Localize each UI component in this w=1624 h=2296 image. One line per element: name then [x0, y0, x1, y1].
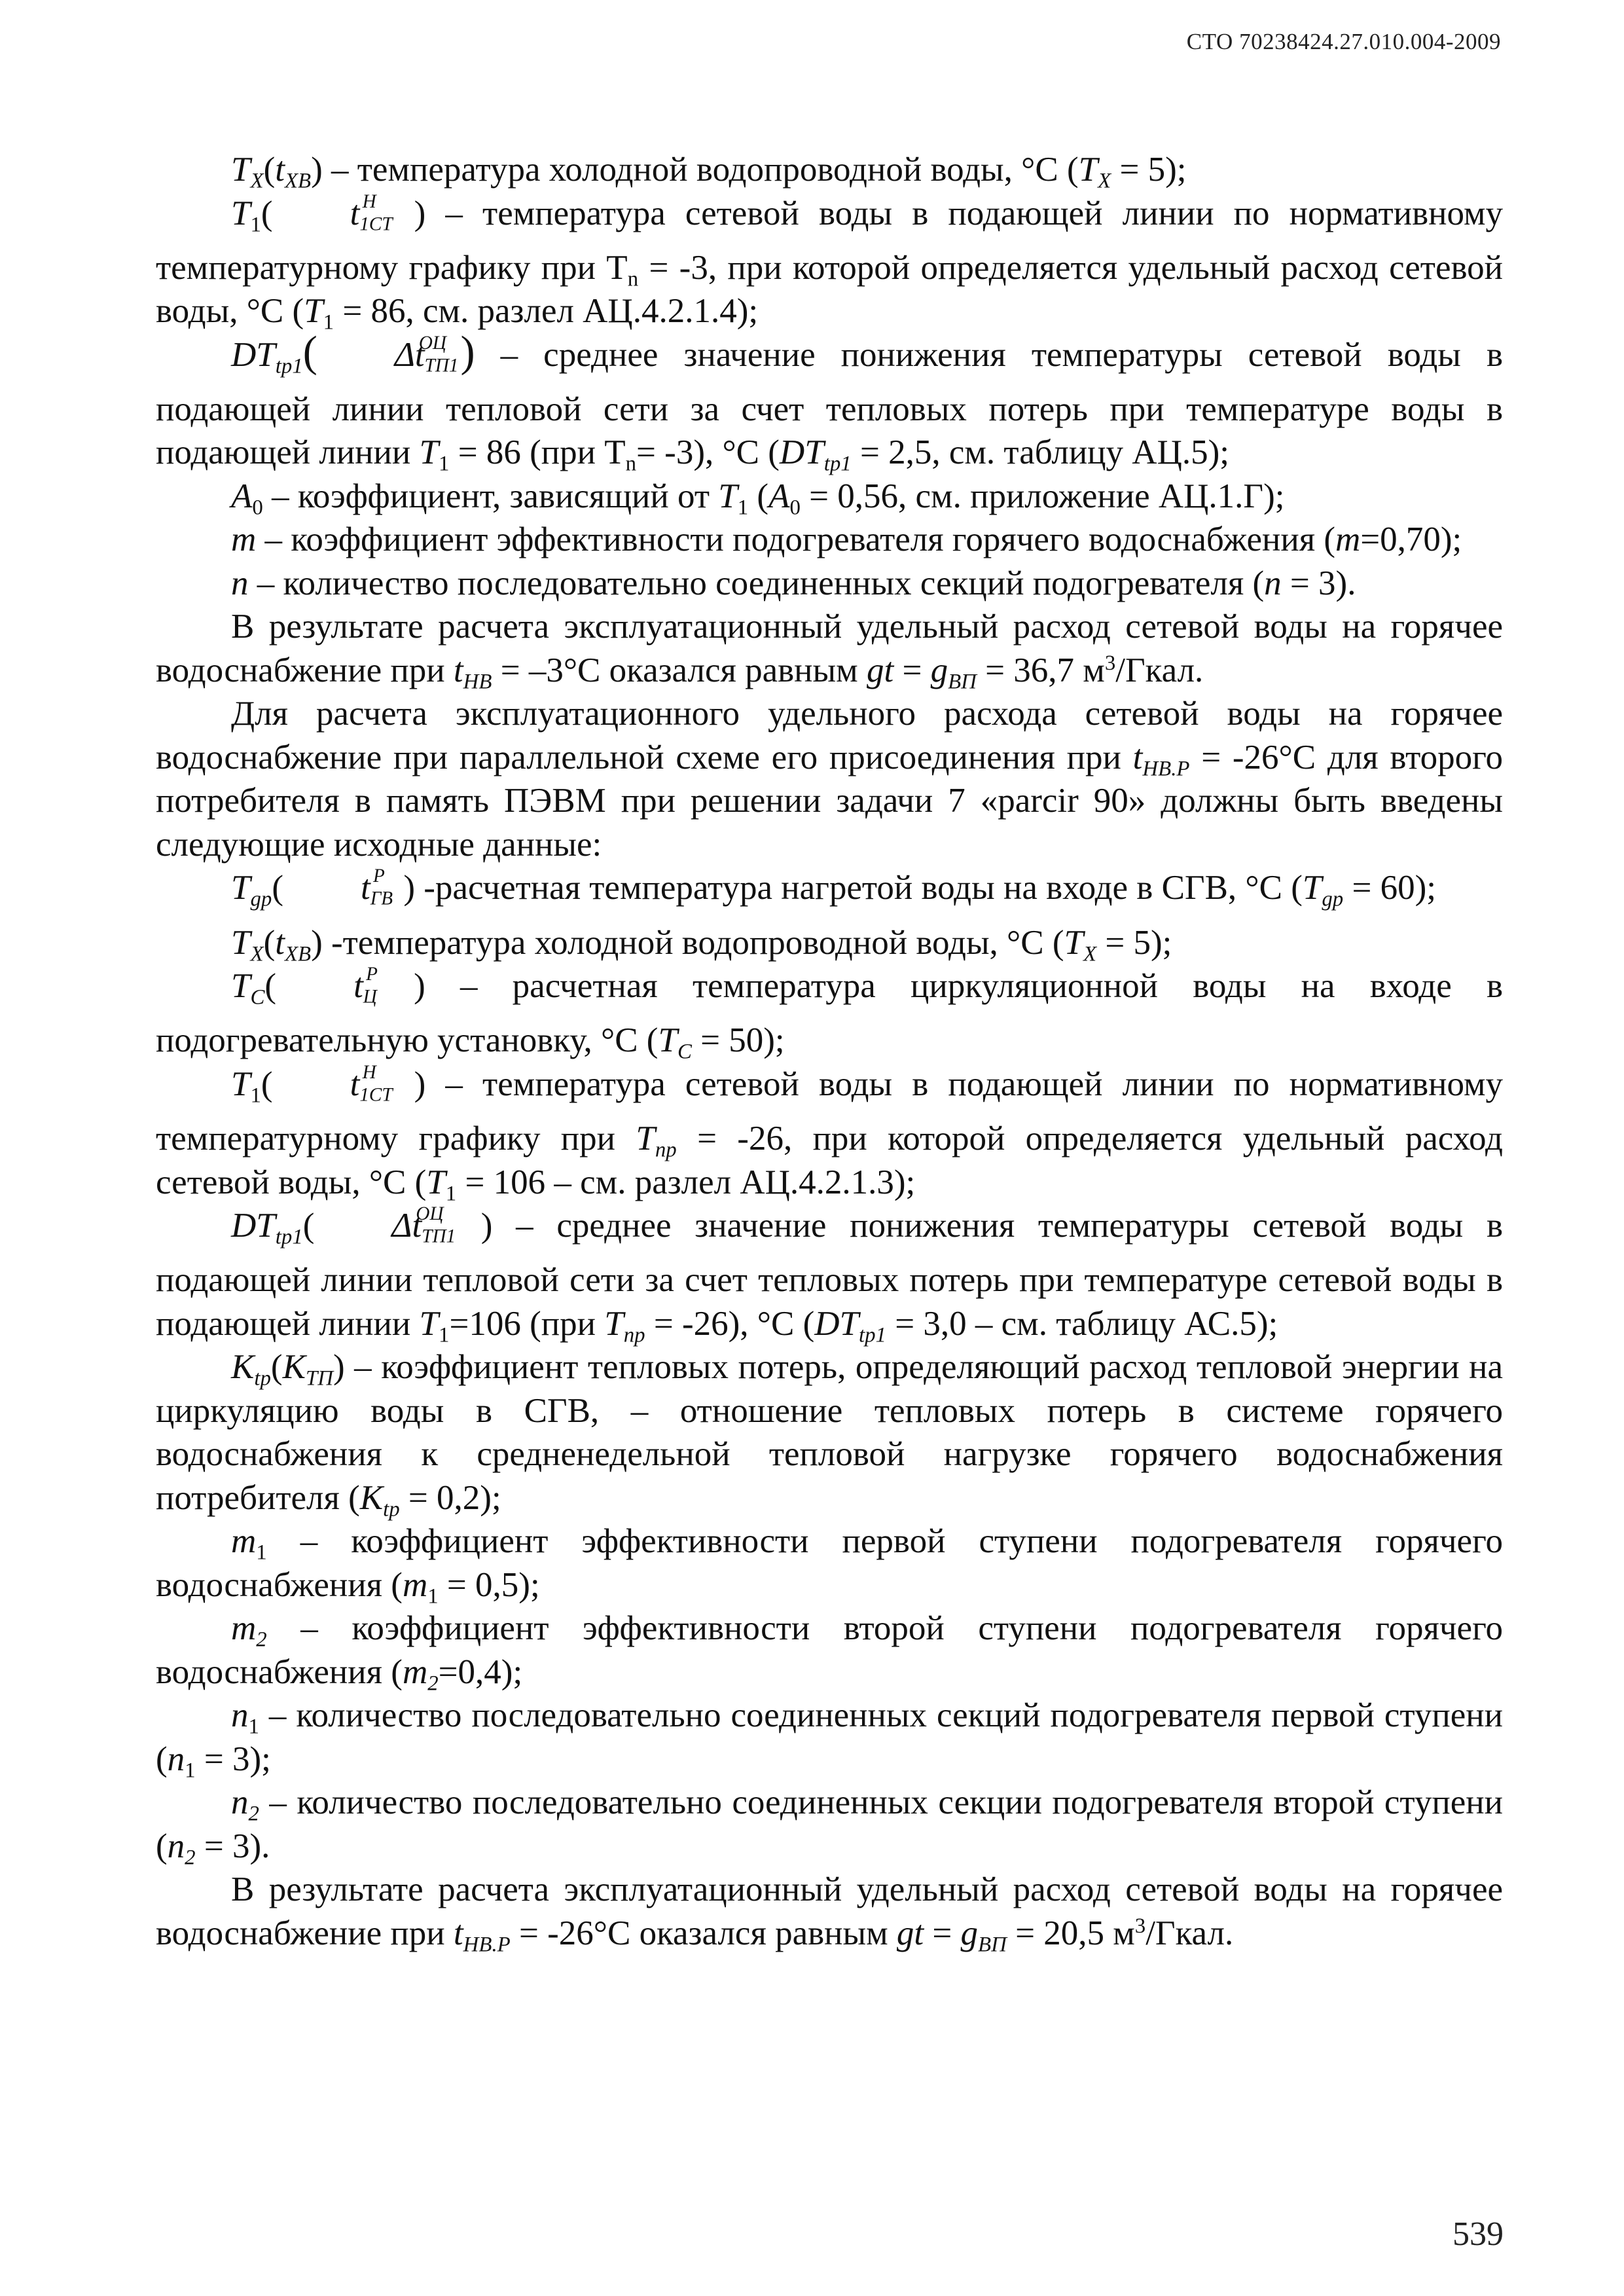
paragraph-tx-2: $T_X(t_{ХВ})$ -температура холодной водопроводной воды, °С $(T_X = 5)$;: [231, 923, 1172, 966]
paragraph-n2: $n_2$ – количество последовательно соединенных секции подогревателя второй ступени $(n_2 = 3)$.: [156, 1783, 1503, 1870]
paragraph-n1: $n_1$ – количество последовательно соединенных секций подогревателя первой ступени $(n_1 = 3)$;: [156, 1696, 1503, 1783]
paragraph-m2: $m_2$ – коэффициент эффективности второй ступени подогревателя горячего водоснабжения $(m_2=0,4)$;: [156, 1609, 1503, 1696]
page-number: 539: [1453, 2215, 1504, 2253]
paragraph-tgp: $T_{gp}$( t Р ГВ ) -расчетная температура нагретой воды на входе в СГВ, °С $(T_{gp} = 60)$;: [231, 866, 1436, 911]
document-code-header: СТО 70238424.27.010.004-2009: [1186, 29, 1501, 54]
paragraph-m1: $m_1$ – коэффициент эффективности первой ступени подогревателя горячего водоснабжения $(m_1 = 0,5)$;: [156, 1522, 1503, 1609]
paragraph-t1-2: $T_1$( t Н 1СТ ) – температура сетевой воды в подающей линии по нормативному температурному графику при $T_{np} = -26$, при которой определяется удельный расход сетевой воды, °С ($T_1 = 106$ – см. разлел АЦ.4.2.1.3);: [156, 1061, 1503, 1206]
paragraph-ktp: $K_{tp}(K_{ТП})$ – коэффициент тепловых потерь, определяющий расход тепловой энергии на циркуляцию воды в СГВ, – отношение тепловых потерь в системе горячего водоснабжения к средненедельной тепловой нагрузке горячего водоснабжения потребителя $(K_{tp} = 0,2)$;: [156, 1348, 1503, 1522]
paragraph-result-2: В результате расчета эксплуатационный удельный расход сетевой воды на горячее водоснабжение при $t_{НВ.Р} = -26^\circ С$ оказался равным gt = $g_{ВП} = 20,5$ $м^3$/Гкал.: [156, 1870, 1503, 1957]
paragraph-n: n – количество последовательно соединенных секций подогревателя (n = 3).: [231, 564, 1356, 602]
paragraph-dt-2: $DT_{tp1}$( Δt ОЦ ТП1 ) – среднее значение понижения температуры сетевой воды в подающей линии тепловой сети за счет тепловых потерь при температуре сетевой воды в подающей линии $T_1=106$ (при $T_{np} = -26$), °С ($DT_{tp1} = 3,0$ – см. таблицу АС.5);: [156, 1203, 1503, 1347]
paragraph-t1: $T_1$( t Н 1СТ ) – температура сетевой воды в подающей линии по нормативному температурному графику при $Т_n = -3$, при которой определяется удельный расход сетевой воды, °С ($T_1 = 86$, см. разлел АЦ.4.2.1.4);: [156, 191, 1503, 335]
paragraph-m: m – коэффициент эффективности подогревателя горячего водоснабжения (m=0,70);: [231, 520, 1462, 559]
paragraph-intro-2: Для расчета эксплуатационного удельного расхода сетевой воды на горячее водоснабжение при параллельной схеме его присоединения при $t_{НВ.Р} = -26^\circ С$ для второго потребителя в память ПЭВМ при решении задачи 7 «parcir 90» должны быть введены следующие исходные данные:: [156, 695, 1503, 864]
paragraph-dt: $DT_{tp1}$( Δt ОЦ ТП1) – среднее значение понижения температуры сетевой воды в подающей линии тепловой сети за счет тепловых потерь при температуре воды в подающей линии $T_1 = 86$ (при $Т_n= -3$), °С ($DT_{tp1} = 2,5$, см. таблицу АЦ.5);: [156, 327, 1503, 476]
paragraph-tc: $T_C$( t Р Ц ) – расчетная температура циркуляционной воды на входе в подогревательную установку, °С $(T_C = 50)$;: [156, 964, 1503, 1064]
paragraph-a0: $A_0$ – коэффициент, зависящий от $T_1$ ($A_0 = 0,56$, см. приложение АЦ.1.Г);: [231, 477, 1285, 520]
paragraph-result-1: В результате расчета эксплуатационный удельный расход сетевой воды на горячее водоснабжение при $t_{НВ} = -3^\circ С$ оказался равным gt = $g_{ВП} = 36,7$ $м^3$/Гкал.: [156, 608, 1503, 694]
document-body: [156, 148, 1503, 1955]
paragraph-tx: $T_X(t_{ХВ})$ – температура холодной водопроводной воды, °С $(T_X = 5)$;: [231, 151, 1187, 193]
